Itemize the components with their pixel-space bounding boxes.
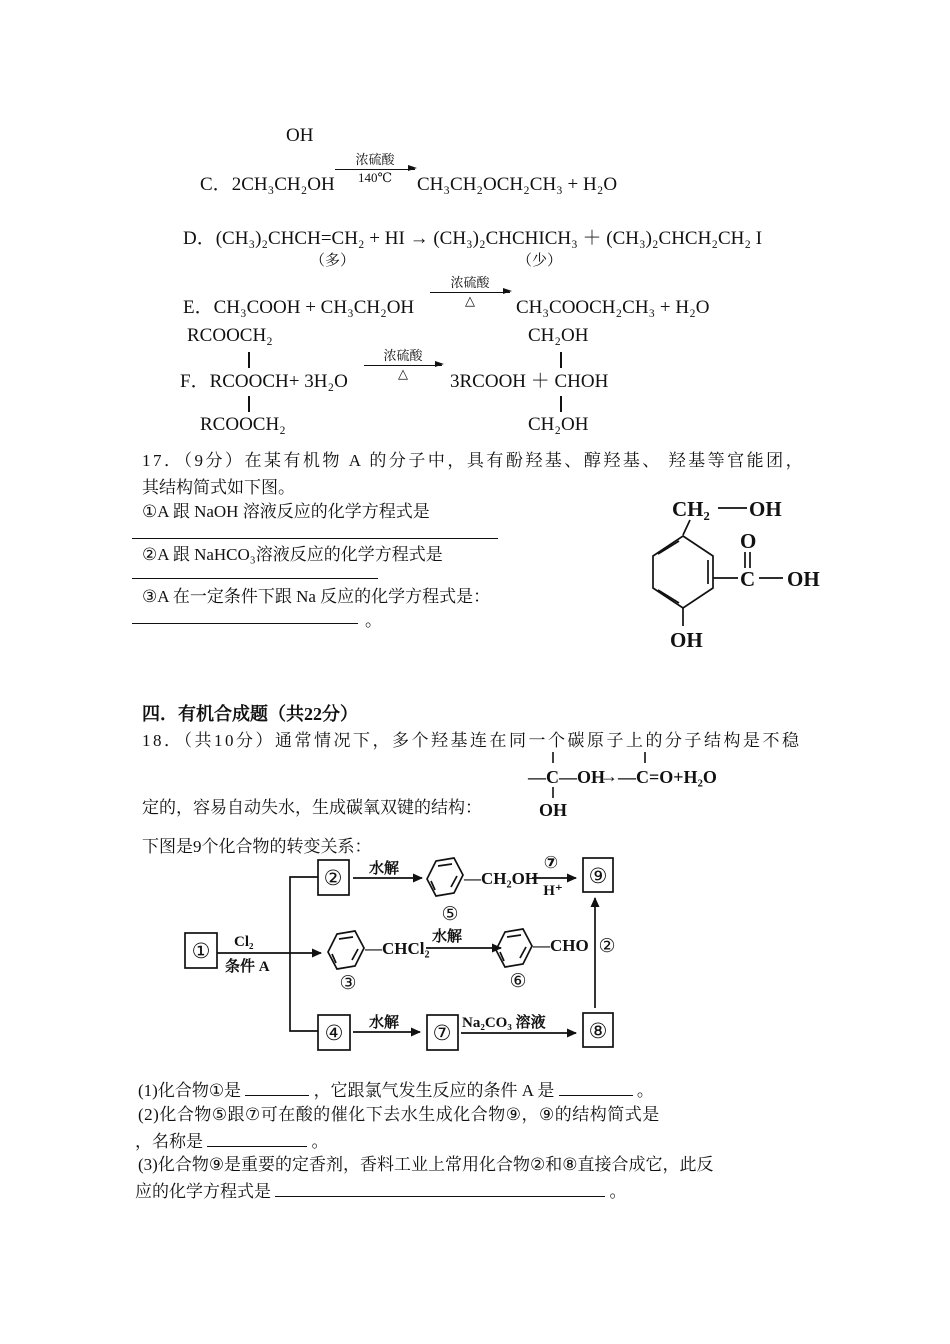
q17-line2: 其结构简式如下图。 xyxy=(142,478,295,497)
option-f-arrow xyxy=(364,349,442,380)
na2co3-label: Na₂CO₃ 溶液 xyxy=(462,1015,546,1031)
q2-text-c: 。 xyxy=(311,1132,329,1151)
answer-line xyxy=(132,623,358,624)
option-c-reactants: 2CH₃CH₂OH xyxy=(231,174,335,195)
q17-sub3: ③A 在一定条件下跟 Na 反应的化学方程式是： xyxy=(142,587,491,606)
ch2oh-formula: —CH₂OH xyxy=(464,869,539,888)
ester-top: RCOOCH₂ xyxy=(187,325,273,346)
option-f-catalyst: 浓硫酸 xyxy=(383,348,423,363)
option-f-condition: △ xyxy=(398,365,408,381)
glycerol-bottom: CH₂OH xyxy=(528,414,589,435)
compound6-number: ⑥ xyxy=(509,971,527,992)
option-c-label: C． xyxy=(200,174,232,195)
fragment-oh: OH xyxy=(286,125,314,146)
compound2-number: ② xyxy=(323,866,343,890)
arrow-line xyxy=(364,365,442,366)
double-bond xyxy=(507,935,521,937)
option-e-reactants: CH₃COOH + CH₃CH₂OH xyxy=(213,297,415,318)
option-d-eq: (CH₃)₂CHCH=CH₂ + HI → (CH₃)₂CHCHICH₃ ＋ (CH₃)₂CHCH₂CH₂ I xyxy=(215,228,763,249)
arrow-line xyxy=(335,169,415,170)
compound9-number: ⑨ xyxy=(588,864,608,888)
arrow-glyph: → xyxy=(600,766,618,786)
option-f-lhs xyxy=(180,372,348,391)
option-e-catalyst: 浓硫酸 xyxy=(450,275,490,290)
answer-line xyxy=(132,538,498,539)
carbonyl-product: —C=O+H₂O xyxy=(618,767,717,787)
option-d-minor-label: （少） xyxy=(517,253,563,269)
benzene-ring-5 xyxy=(427,858,463,896)
q2-text-b: ，名称是 xyxy=(135,1132,203,1151)
chcl2-formula: —CHCl₂ xyxy=(365,939,430,958)
label-ch2: CH₂ xyxy=(672,497,710,521)
answer-line xyxy=(132,578,378,579)
cl2-label: Cl₂ xyxy=(234,934,254,950)
option-d-equation xyxy=(183,229,762,248)
bond-ring-ch2 xyxy=(683,520,690,535)
section4-title: 四．有机合成题（共22分） xyxy=(142,704,358,724)
hydrolysis-label-mid: 水解 xyxy=(431,929,463,945)
option-f-reactants: RCOOCH+ 3H₂O xyxy=(209,371,348,392)
bond-tick xyxy=(560,396,562,412)
hydrolysis-label-top: 水解 xyxy=(369,861,400,877)
geminal-diol: —C—OH xyxy=(528,767,606,787)
q17-sub1: ①A 跟 NaOH 溶液反应的化学方程式是 xyxy=(142,502,430,521)
oh-below: OH xyxy=(538,800,568,820)
label-c: C xyxy=(740,567,756,591)
q1-blank-2 xyxy=(559,1078,633,1096)
option-c-rhs: CH₃CH₂OCH₂CH₃ + H₂O xyxy=(417,174,618,195)
double-bond xyxy=(658,590,679,603)
option-e-arrow xyxy=(430,276,510,307)
q1-text-c: 。 xyxy=(636,1081,654,1100)
hydrolysis-label-bottom: 水解 xyxy=(369,1015,400,1031)
benzene-ring-6 xyxy=(496,929,532,967)
option-e-condition: △ xyxy=(465,292,475,308)
question-3-line2 xyxy=(135,1179,627,1202)
q3-text-b: 应的化学方程式是 xyxy=(135,1182,271,1201)
question-1 xyxy=(138,1078,654,1101)
compound1-number: ① xyxy=(191,939,211,963)
question-2-line1: (2)化合物⑤跟⑦可在酸的催化下去水生成化合物⑨，⑨的结构简式是 xyxy=(138,1105,660,1124)
q1-blank-1 xyxy=(245,1078,309,1096)
compound7-number: ⑦ xyxy=(432,1021,452,1045)
q1-text-b: ，它跟氯气发生反应的条件 A 是 xyxy=(313,1081,555,1100)
double-bond xyxy=(451,876,457,887)
double-bond xyxy=(658,541,679,554)
q2-blank xyxy=(207,1129,307,1147)
label-oh-right: OH xyxy=(787,567,820,591)
bond-tick xyxy=(560,352,562,368)
bond-tick xyxy=(248,396,250,412)
option-e-rhs: CH₃COOCH₂CH₃ + H₂O xyxy=(516,297,710,318)
option-f-label: F． xyxy=(180,371,210,392)
q17-line1: 17．（9分）在某有机物 A 的分子中，具有酚羟基、醇羟基、 羟基等官能团， xyxy=(142,451,806,470)
q1-text-a: (1)化合物①是 xyxy=(138,1081,242,1100)
cho-formula: —CHO xyxy=(533,936,589,955)
label-oh-bottom: OH xyxy=(670,628,703,652)
q3-text-c: 。 xyxy=(609,1182,627,1201)
step7-label: ⑦ xyxy=(543,853,559,872)
via-compound2-label: ② xyxy=(598,936,616,957)
option-c-catalyst: 浓硫酸 xyxy=(355,152,395,167)
q17-sub2: ②A 跟 NaHCO₃溶液反应的化学方程式是 xyxy=(142,545,443,564)
q18-line1: 18．（共10分）通常情况下，多个羟基连在同一个碳原子上的分子结构是不稳 xyxy=(142,731,802,750)
question-2-line2 xyxy=(135,1129,329,1152)
double-bond xyxy=(438,864,452,866)
benzene-ring-3 xyxy=(328,931,364,969)
option-e-label: E． xyxy=(183,297,214,318)
compound3-number: ③ xyxy=(339,973,357,994)
arrow-line xyxy=(430,292,510,293)
label-o: O xyxy=(740,529,757,553)
q17-period: 。 xyxy=(365,611,382,630)
option-f-rhs: 3RCOOH ＋ CHOH xyxy=(450,371,609,392)
option-e-lhs xyxy=(183,298,414,317)
benzene-ring xyxy=(653,536,713,608)
conversion-diagram xyxy=(170,848,648,1062)
option-c-arrow xyxy=(335,153,415,184)
bond-tick xyxy=(248,352,250,368)
hplus-label: H⁺ xyxy=(543,883,563,899)
option-d-label: D． xyxy=(183,228,216,249)
ester-bottom: RCOOCH₂ xyxy=(200,414,286,435)
double-bond xyxy=(352,949,358,960)
q18-line2: 定的，容易自动失水，生成碳氧双键的结构： xyxy=(142,798,482,817)
option-c-lhs xyxy=(200,175,335,194)
question-3-line1: (3)化合物⑨是重要的定香剂，香料工业上常用化合物②和⑧直接合成它，此反 xyxy=(138,1155,714,1174)
glycerol-top: CH₂OH xyxy=(528,325,589,346)
double-bond xyxy=(339,937,353,939)
q18-line3: 下图是9个化合物的转变关系： xyxy=(142,837,372,856)
option-c-condition: 140℃ xyxy=(357,169,393,185)
compound8-number: ⑧ xyxy=(588,1019,608,1043)
double-bond xyxy=(520,947,526,958)
q18-inline-structure xyxy=(520,744,745,824)
compound4-number: ④ xyxy=(324,1021,344,1045)
q17-structure-diagram xyxy=(628,488,863,668)
q3-blank xyxy=(275,1179,605,1197)
branch-connector xyxy=(290,877,318,1031)
compound5-number: ⑤ xyxy=(441,904,459,925)
label-oh-top: OH xyxy=(749,497,782,521)
condition-a-label: 条件 A xyxy=(225,959,270,975)
option-d-major-label: （多） xyxy=(310,253,356,269)
